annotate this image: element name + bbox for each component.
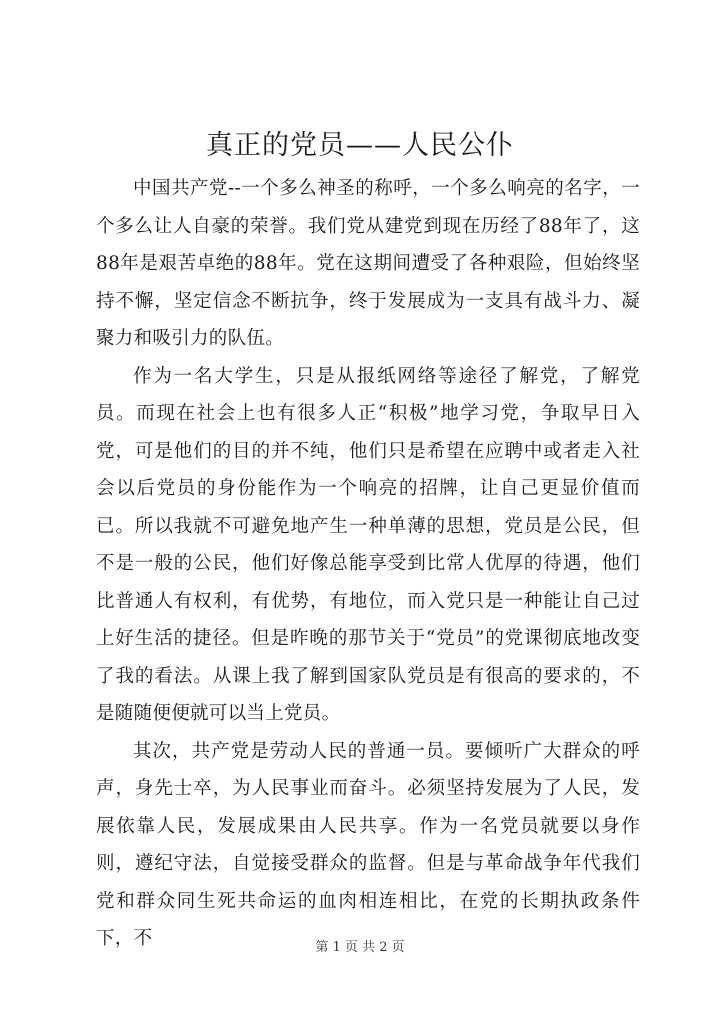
- paragraph-2: 作为一名大学生，只是从报纸网络等途径了解党，了解党员。而现在社会上也有很多人正“积极”地学习党，争取早日入党，可是他们的目的并不纯，他们只是希望在应聘中或者走入社会以后党员的身份能作为一个响亮的招牌，让自己更显价值而已。所以我就不可避免地产生一种单薄的思想，党员是公民，但不是一般的公民，他们好像总能享受到比常人优厚的待遇，他们比普通人有权利，有优势，有地位，而入党只是一种能让自己过上好生活的捷径。但是昨晚的那节关于“党员”的党课彻底地改变了我的看法。从课上我了解到国家队党员是有很高的要求的，不是随随便便就可以当上党员。: [96, 365, 640, 724]
- paragraph-1: 中国共产党--一个多么神圣的称呼，一个多么响亮的名字，一个多么让人自豪的荣誉。我们党从建党到现在历经了88年了，这88年是艰苦卓绝的88年。党在这期间遭受了各种艰险，但始终坚持不懈，坚定信念不断抗争，终于发展成为一支具有战斗力、凝聚力和吸引力的队伍。: [96, 178, 640, 349]
- page-number-footer: 第 1 页 共 2 页: [315, 940, 405, 955]
- paragraph-3: 其次，共产党是劳动人民的普通一员。要倾听广大群众的呼声，身先士卒，为人民事业而奋斗。必须坚持发展为了人民，发展依靠人民，发展成果由人民共享。作为一名党员就要以身作则，遵纪守法，自觉接受群众的监督。但是与革命战争年代我们党和群众同生死共命运的血肉相连相比，在党的长期执政条件下，不: [96, 740, 640, 949]
- document-body: [96, 170, 640, 958]
- document-title: 真正的党员——人民公仆: [206, 130, 514, 161]
